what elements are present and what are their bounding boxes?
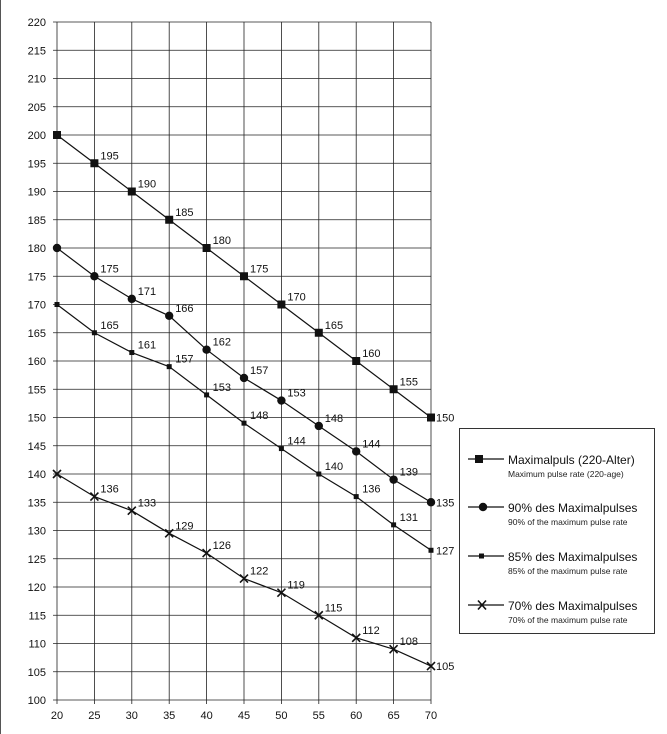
grid	[53, 22, 431, 704]
y-tick-label: 185	[27, 214, 46, 227]
data-point-small-square	[204, 392, 209, 397]
y-tick-label: 175	[27, 271, 46, 284]
y-tick-label: 115	[28, 610, 46, 623]
x-tick-label: 45	[237, 710, 251, 722]
data-point-square	[315, 329, 323, 337]
x-tick-label: 25	[88, 710, 101, 722]
data-point-small-square	[92, 330, 97, 335]
x-tick-label: 50	[275, 710, 288, 722]
y-tick-label: 160	[27, 356, 46, 368]
data-label: 185	[175, 206, 194, 219]
data-label: 133	[137, 497, 157, 510]
data-label: 157	[250, 364, 269, 377]
data-label: 150	[436, 412, 455, 425]
data-point-square	[90, 159, 98, 167]
data-point-circle	[427, 498, 435, 506]
x-marker-icon	[466, 599, 506, 615]
data-point-circle	[315, 422, 323, 430]
y-tick-label: 145	[27, 440, 46, 453]
x-tick-label: 30	[125, 710, 138, 722]
y-tick-label: 200	[27, 130, 46, 142]
data-label: 180	[212, 235, 231, 247]
data-label: 161	[137, 339, 157, 352]
data-label: 112	[362, 624, 380, 637]
series-4	[53, 470, 454, 673]
x-tick-label: 40	[200, 710, 213, 722]
y-tick-label: 210	[27, 73, 46, 86]
data-label: 129	[175, 520, 194, 533]
legend-item-70-percent	[466, 597, 654, 637]
data-label: 115	[324, 602, 343, 615]
data-point-small-square	[167, 364, 172, 369]
data-point-circle	[202, 346, 210, 354]
data-point-circle	[165, 312, 173, 320]
data-label: 126	[212, 540, 231, 553]
legend-series-subtitle: 70% of the maximum pulse rate	[508, 615, 628, 625]
data-label: 162	[212, 336, 231, 349]
data-point-square	[427, 414, 435, 422]
y-tick-label: 205	[27, 101, 46, 114]
data-point-circle	[128, 295, 136, 303]
data-label: 144	[362, 438, 381, 451]
x-tick-label: 70	[424, 710, 438, 722]
data-point-circle	[53, 244, 61, 252]
data-point-small-square	[391, 522, 396, 527]
legend-series-name: 90% des Maximalpulses	[508, 501, 638, 515]
data-label: 170	[287, 291, 306, 304]
data-label: 165	[324, 319, 344, 332]
data-label: 148	[250, 410, 269, 423]
data-point-square	[352, 357, 360, 365]
y-tick-label: 150	[27, 412, 46, 425]
y-tick-label: 170	[27, 299, 46, 312]
data-label: 171	[137, 285, 157, 298]
data-label: 153	[287, 387, 306, 400]
legend-series-subtitle: 85% of the maximum pulse rate	[508, 566, 628, 576]
data-point-square	[165, 216, 173, 224]
data-point-circle	[90, 272, 98, 280]
y-tick-label: 155	[27, 384, 46, 397]
legend-item-maximalpuls	[466, 451, 654, 491]
data-label: 153	[212, 381, 231, 394]
data-label: 136	[100, 483, 119, 496]
data-point-small-square	[242, 421, 247, 426]
y-tick-label: 215	[27, 45, 46, 58]
data-label: 136	[362, 483, 381, 496]
data-point-circle	[277, 396, 285, 404]
y-tick-label: 135	[27, 497, 46, 510]
data-label: 131	[399, 511, 418, 524]
legend-item-90-percent	[466, 499, 654, 539]
y-tick-label: 110	[28, 638, 46, 651]
data-label: 139	[399, 466, 418, 479]
data-point-small-square	[279, 446, 284, 451]
series-1	[53, 131, 454, 425]
data-point-circle	[240, 374, 248, 382]
data-label: 157	[175, 353, 194, 366]
data-label: 148	[324, 412, 344, 425]
legend-series-name: 70% des Maximalpulses	[508, 599, 638, 613]
data-point-square	[53, 131, 61, 139]
y-tick-label: 180	[27, 243, 46, 255]
x-tick-label: 60	[350, 710, 363, 722]
y-tick-label: 105	[27, 666, 46, 679]
data-label: 165	[100, 319, 119, 332]
data-label: 195	[100, 150, 119, 163]
data-label: 144	[287, 435, 306, 448]
y-tick-label: 165	[27, 327, 46, 340]
circle-marker-icon	[466, 501, 506, 517]
data-label: 135	[436, 497, 455, 510]
data-label: 166	[175, 302, 194, 315]
data-label: 108	[399, 636, 418, 649]
data-point-small-square	[129, 350, 134, 355]
y-tick-label: 100	[27, 695, 46, 707]
x-tick-label: 55	[312, 710, 325, 722]
y-tick-label: 130	[27, 525, 46, 538]
y-tick-label: 220	[27, 17, 46, 29]
legend-series-name: Maximalpuls (220-Alter)	[508, 453, 635, 467]
series-3	[55, 302, 455, 557]
data-point-square	[390, 385, 398, 393]
data-point-square	[128, 188, 136, 196]
data-label: 190	[137, 178, 157, 191]
legend	[459, 428, 655, 634]
y-axis-ticks	[28, 17, 46, 707]
data-point-square	[240, 272, 248, 280]
data-point-square	[277, 301, 285, 309]
data-label: 122	[250, 565, 269, 578]
small-square-marker-icon	[466, 550, 506, 566]
y-tick-label: 125	[27, 553, 46, 566]
data-label: 127	[436, 545, 455, 558]
data-point-small-square	[354, 494, 359, 499]
x-tick-label: 65	[387, 710, 400, 722]
y-tick-label: 140	[27, 469, 46, 481]
data-label: 140	[324, 461, 344, 473]
y-tick-label: 195	[27, 158, 46, 171]
data-point-small-square	[316, 472, 321, 477]
data-label: 119	[287, 579, 305, 592]
y-tick-label: 120	[27, 582, 46, 594]
data-point-small-square	[429, 548, 434, 553]
legend-series-name: 85% des Maximalpulses	[508, 550, 638, 564]
data-label: 155	[399, 376, 418, 389]
y-tick-label: 190	[27, 186, 46, 199]
x-axis-ticks	[51, 710, 437, 722]
legend-item-85-percent	[466, 548, 654, 588]
data-point-small-square	[55, 302, 60, 307]
data-label: 105	[436, 661, 455, 674]
data-point-square	[203, 244, 211, 252]
legend-series-subtitle: 90% of the maximum pulse rate	[508, 517, 628, 527]
x-tick-label: 35	[163, 710, 176, 722]
data-point-circle	[389, 475, 397, 483]
data-point-circle	[352, 447, 360, 455]
series	[53, 131, 455, 673]
data-label: 160	[362, 348, 381, 360]
data-label: 175	[250, 263, 269, 276]
data-label: 175	[100, 263, 119, 276]
x-tick-label: 20	[50, 710, 64, 722]
legend-series-subtitle: Maximum pulse rate (220-age)	[508, 469, 624, 479]
square-marker-icon	[466, 453, 506, 469]
